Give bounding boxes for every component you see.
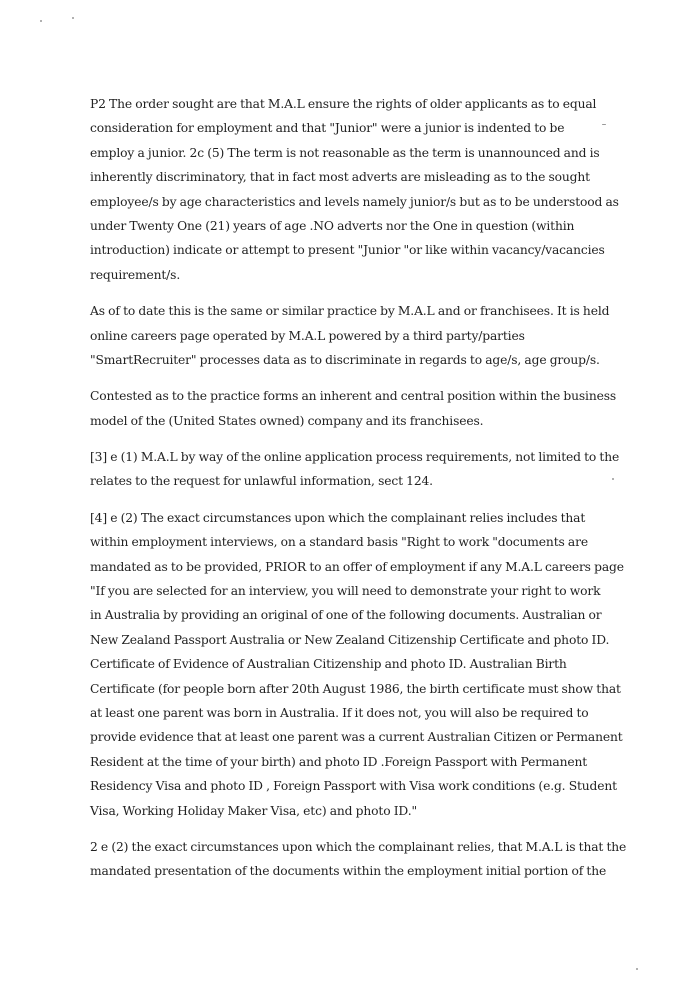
scan-speck	[636, 968, 638, 970]
text-line: at least one parent was born in Australia. If it does not, you will also be required to	[90, 705, 589, 720]
text-line: requirement/s.	[90, 267, 181, 282]
text-line: [4] e (2) The exact circumstances upon which the complainant relies includes that	[90, 510, 586, 525]
text-line: under Twenty One (21) years of age .NO adverts nor the One in question (within	[90, 218, 575, 233]
text-line: mandated as to be provided, PRIOR to an offer of employment if any M.A.L careers page	[90, 559, 624, 574]
paragraph-franchisees-practice	[90, 299, 616, 372]
document-body	[90, 92, 627, 896]
text-line: Residency Visa and photo ID , Foreign Passport with Visa work conditions (e.g. Student	[90, 779, 617, 794]
text-line: Contested as to the practice forms an inherent and central position within the business	[90, 389, 617, 404]
text-line: Resident at the time of your birth) and photo ID .Foreign Passport with Permanent	[90, 754, 588, 769]
text-line: mandated presentation of the documents within the employment initial portion of the	[90, 864, 607, 879]
text-line: inherently discriminatory, that in fact most adverts are misleading as to the sought	[90, 170, 590, 185]
text-line: within employment interviews, on a standard basis "Right to work "documents are	[90, 535, 588, 550]
text-line: introduction) indicate or attempt to present "Junior "or like within vacancy/vacancies	[90, 243, 605, 258]
text-line: online careers page operated by M.A.L powered by a third party/parties	[90, 328, 525, 343]
paragraph-4-e-2	[90, 506, 624, 823]
text-line: in Australia by providing an original of one of the following documents. Australian or	[90, 608, 602, 623]
paragraph-2-e-2	[90, 835, 627, 884]
text-line: relates to the request for unlawful information, sect 124.	[90, 474, 433, 489]
text-line: Certificate of Evidence of Australian Citizenship and photo ID. Australian Birth	[90, 657, 567, 672]
text-line: employ a junior. 2c (5) The term is not reasonable as the term is unannounced and is	[90, 145, 600, 160]
text-line: New Zealand Passport Australia or New Zealand Citizenship Certificate and photo ID.	[90, 632, 610, 647]
scan-speck	[72, 17, 74, 19]
text-line: employee/s by age characteristics and levels namely junior/s but as to be understood as	[90, 194, 619, 209]
text-line: provide evidence that at least one parent was a current Australian Citizen or Permanent	[90, 730, 623, 745]
text-line: "If you are selected for an interview, you will need to demonstrate your right to work	[90, 584, 601, 599]
text-line: consideration for employment and that "Junior" were a junior is indented to be	[90, 121, 565, 136]
text-line: As of to date this is the same or similar practice by M.A.L and or franchisees. It is held	[90, 304, 610, 319]
text-line: [3] e (1) M.A.L by way of the online application process requirements, not limited to the	[90, 450, 620, 465]
text-line: "SmartRecruiter" processes data as to discriminate in regards to age/s, age group/s.	[90, 352, 600, 367]
text-line: model of the (United States owned) company and its franchisees.	[90, 413, 484, 428]
text-line: Visa, Working Holiday Maker Visa, etc) and photo ID."	[90, 803, 417, 818]
text-line: Certificate (for people born after 20th August 1986, the birth certificate must show that	[90, 681, 621, 696]
text-line: P2 The order sought are that M.A.L ensure the rights of older applicants as to equal	[90, 97, 597, 111]
scan-speck	[40, 20, 42, 22]
paragraph-3-e-1	[90, 445, 620, 494]
text-line: 2 e (2) the exact circumstances upon which the complainant relies, that M.A.L is that the	[90, 839, 627, 854]
paragraph-p2	[90, 92, 619, 287]
paragraph-contested	[90, 384, 616, 433]
